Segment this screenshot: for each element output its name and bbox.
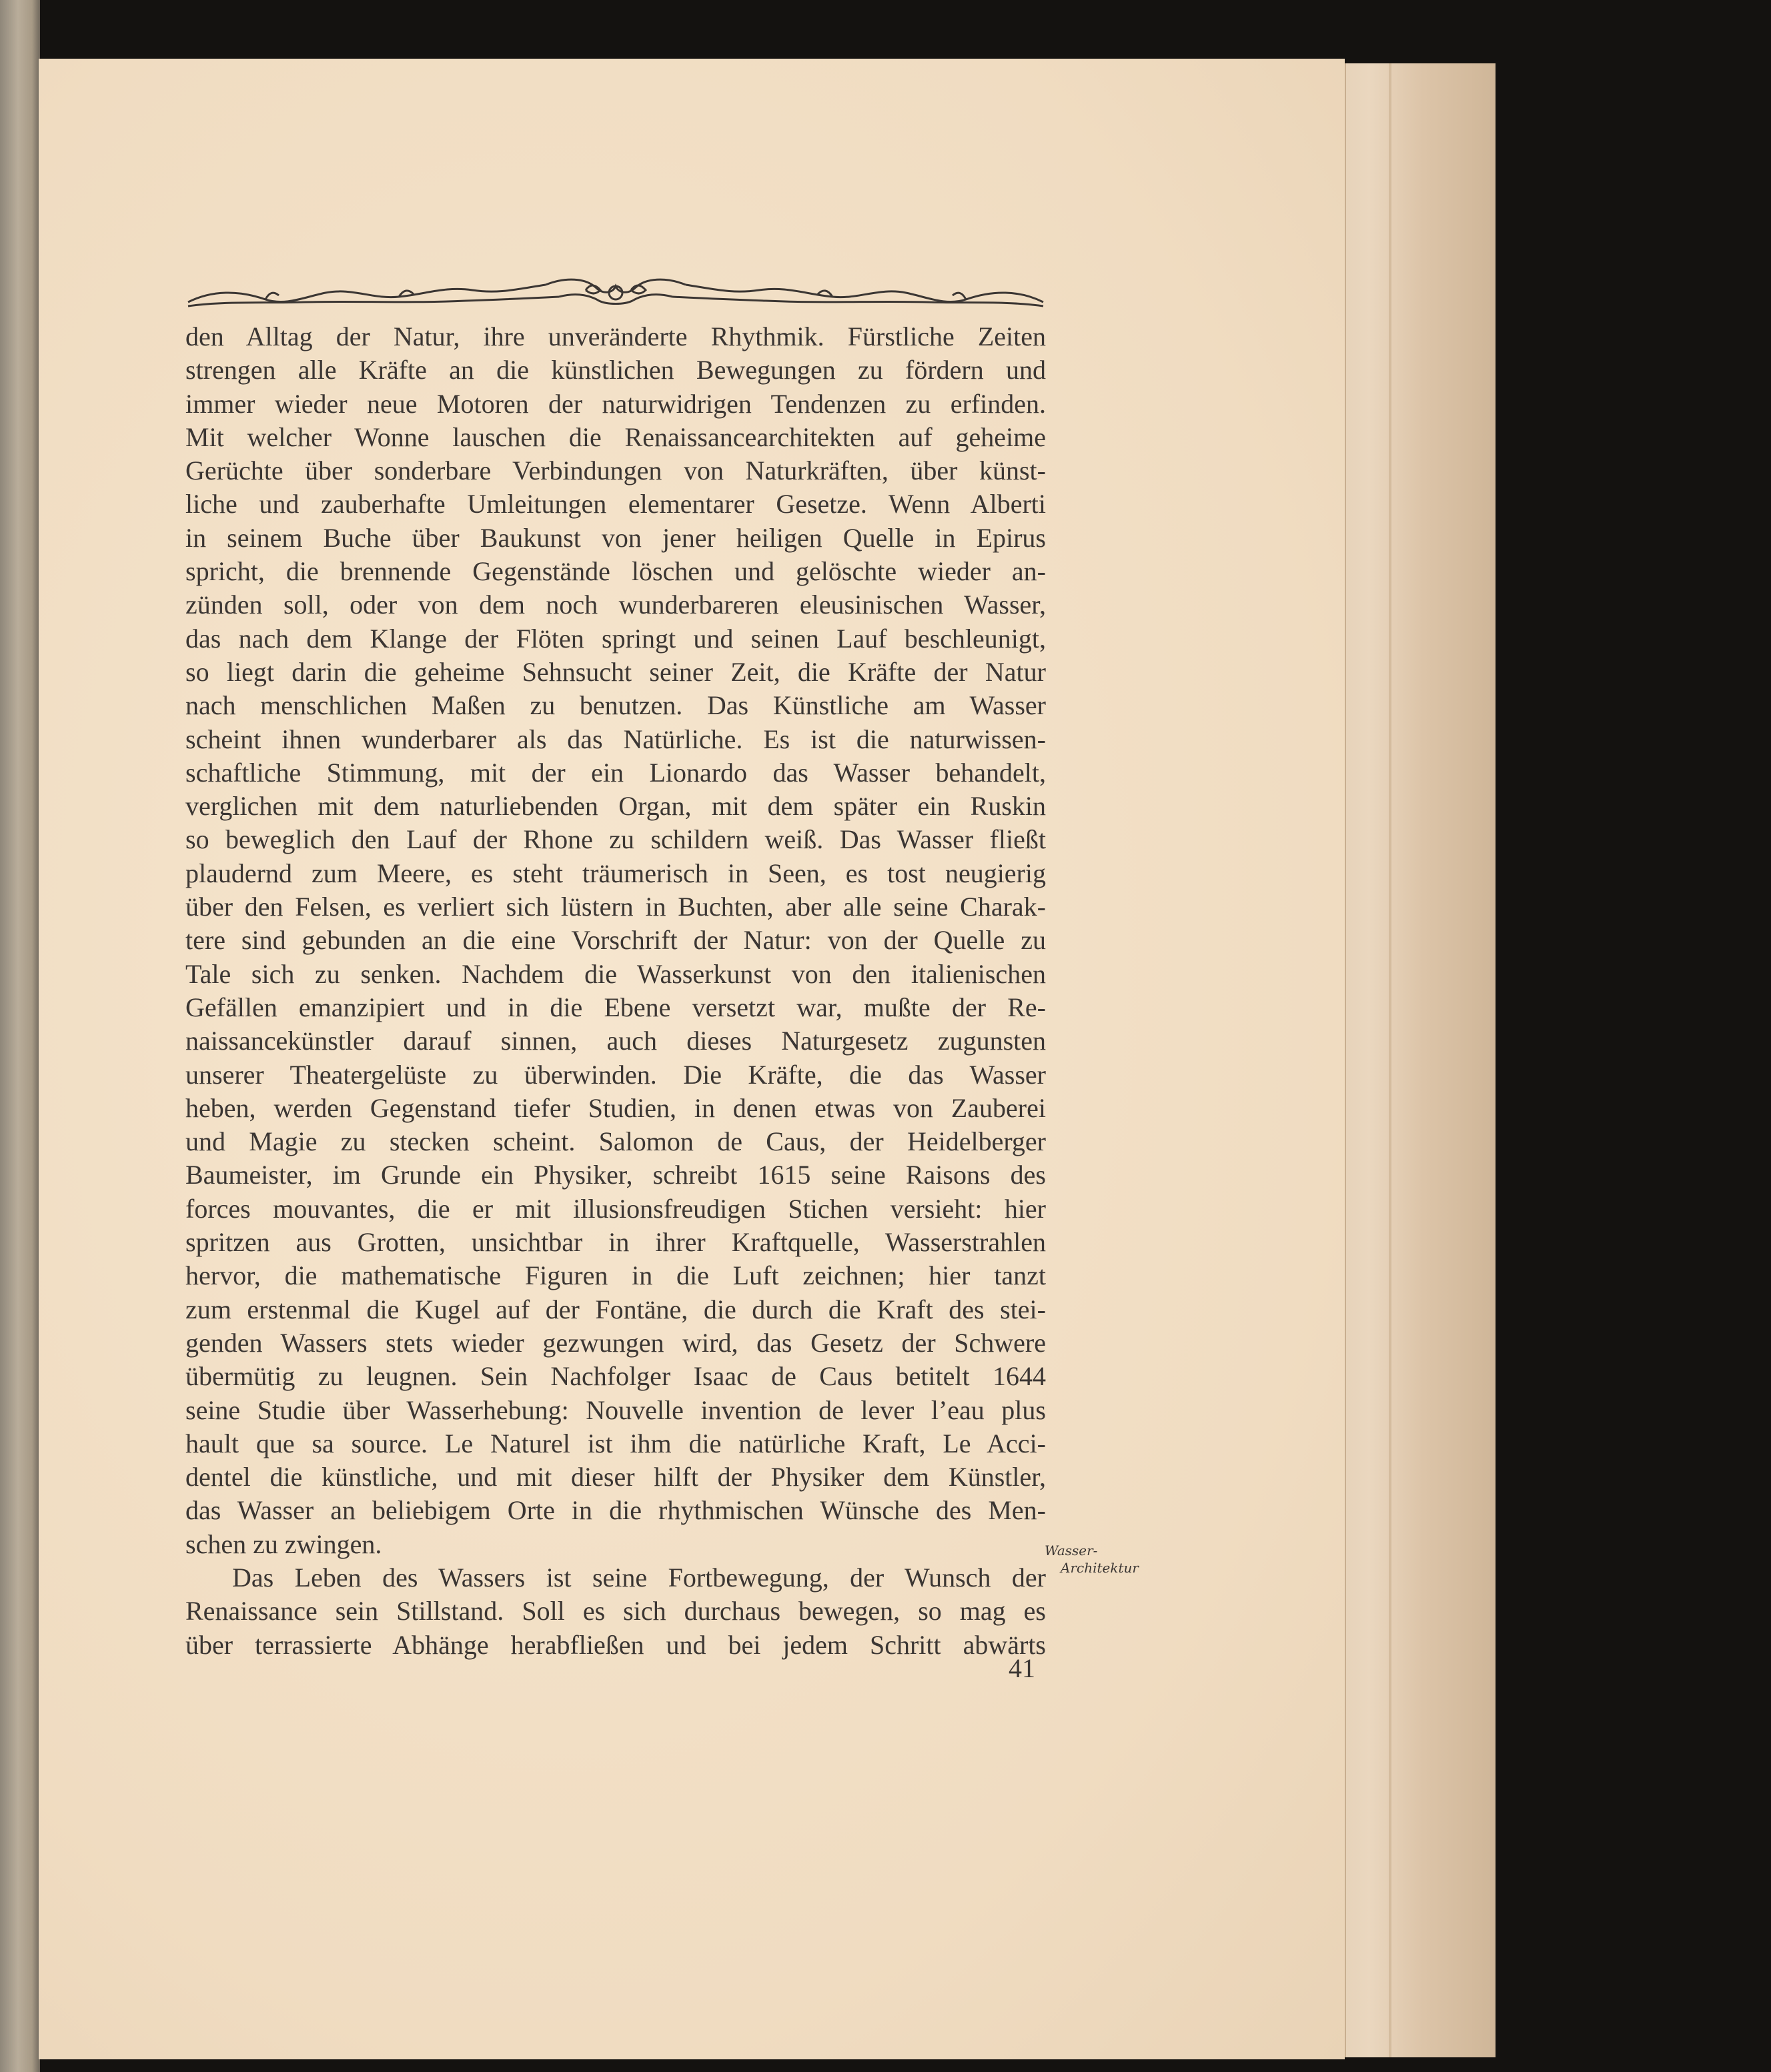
text-line: immer wieder neue Motoren der naturwidrigen Tendenzen zu erfinden. — [185, 388, 1046, 419]
text-line: verglichen mit dem naturliebenden Organ, mit dem später ein Ruskin — [185, 791, 1046, 822]
header-ornament — [185, 270, 1046, 317]
text-line: Gefällen emanzipiert und in die Ebene versetzt war, mußte der Re- — [185, 992, 1046, 1022]
marginal-note — [1045, 1542, 1171, 1577]
book-page — [39, 59, 1345, 2059]
text-line: zünden soll, oder von dem noch wunderbareren eleusinischen Wasser, — [185, 590, 1046, 620]
marginal-note-line2: Architektur — [1061, 1560, 1139, 1576]
text-line: schaftliche Stimmung, mit der ein Lionardo das Wasser behandelt, — [185, 757, 1046, 788]
text-line: so beweglich den Lauf der Rhone zu schildern weiß. Das Wasser fließt — [185, 824, 1046, 855]
text-line: dentel die künstliche, und mit dieser hilft der Physiker dem Künstler, — [185, 1462, 1046, 1492]
page-number: 41 — [1009, 1653, 1035, 1683]
text-line: schen zu zwingen. — [185, 1528, 382, 1559]
text-line: das nach dem Klange der Flöten springt und seinen Lauf beschleunigt, — [185, 623, 1046, 654]
text-line: scheint ihnen wunderbarer als das Natürliche. Es ist die naturwissen- — [185, 724, 1046, 754]
text-line: spritzen aus Grotten, unsichtbar in ihrer Kraftquelle, Wasserstrahlen — [185, 1227, 1046, 1258]
text-line: heben, werden Gegenstand tiefer Studien, in denen etwas von Zauberei — [185, 1092, 1046, 1123]
text-line: das Wasser an beliebigem Orte in die rhythmischen Wünsche des Men- — [185, 1495, 1046, 1526]
text-line: Renaissance sein Stillstand. Soll es sich durchaus bewegen, so mag es — [185, 1596, 1046, 1627]
text-line: und Magie zu stecken scheint. Salomon de Caus, der Heidelberger — [185, 1126, 1046, 1157]
text-line: in seinem Buche über Baukunst von jener heiligen Quelle in Epirus — [185, 522, 1046, 553]
text-line: genden Wassers stets wieder gezwungen wird, das Gesetz der Schwere — [185, 1327, 1046, 1358]
text-line: hault que sa source. Le Naturel ist ihm die natürliche Kraft, Le Acci- — [185, 1428, 1046, 1458]
text-line: strengen alle Kräfte an die künstlichen Bewegungen zu fördern und — [185, 355, 1046, 385]
text-line: spricht, die brennende Gegenstände löschen und gelöschte wieder an- — [185, 556, 1046, 587]
text-line: zum erstenmal die Kugel auf der Fontäne, die durch die Kraft des stei- — [185, 1294, 1046, 1324]
text-line: über terrassierte Abhänge herabfließen und bei jedem Schritt abwärts — [185, 1629, 1046, 1660]
text-line: forces mouvantes, die er mit illusionsfreudigen Stichen versieht: hier — [185, 1193, 1046, 1224]
text-line: Mit welcher Wonne lauschen die Renaissancearchitekten auf geheime — [185, 421, 1046, 452]
text-line: tere sind gebunden an die eine Vorschrift der Natur: von der Quelle zu — [185, 925, 1046, 956]
text-line: Tale sich zu senken. Nachdem die Wasserkunst von den italienischen — [185, 958, 1046, 989]
text-line: den Alltag der Natur, ihre unveränderte Rhythmik. Fürstliche Zeiten — [185, 321, 1046, 351]
text-line: übermütig zu leugnen. Sein Nachfolger Isaac de Caus betitelt 1644 — [185, 1361, 1046, 1392]
body-text — [185, 320, 1046, 1662]
left-page-edge — [0, 0, 40, 2072]
text-line: unserer Theatergelüste zu überwinden. Die Kräfte, die das Wasser — [185, 1059, 1046, 1090]
text-line: plaudernd zum Meere, es steht träumerisch in Seen, es tost neugierig — [185, 858, 1046, 888]
text-line: nach menschlichen Maßen zu benutzen. Das Künstliche am Wasser — [185, 690, 1046, 721]
text-line: über den Felsen, es verliert sich lüstern in Buchten, aber alle seine Charak- — [185, 892, 1046, 922]
text-line: so liegt darin die geheime Sehnsucht seiner Zeit, die Kräfte der Natur — [185, 656, 1046, 687]
text-line: Das Leben des Wassers ist seine Fortbewegung, der Wunsch der — [232, 1562, 1046, 1593]
text-line: seine Studie über Wasserhebung: Nouvelle invention de lever l’eau plus — [185, 1394, 1046, 1425]
text-line: Gerüchte über sonderbare Verbindungen von Naturkräften, über künst- — [185, 455, 1046, 486]
text-line: Baumeister, im Grunde ein Physiker, schreibt 1615 seine Raisons des — [185, 1160, 1046, 1190]
marginal-note-line1: Wasser- — [1045, 1542, 1098, 1559]
text-line: liche und zauberhafte Umleitungen elementarer Gesetze. Wenn Alberti — [185, 489, 1046, 520]
text-line: hervor, die mathematische Figuren in die Luft zeichnen; hier tanzt — [185, 1260, 1046, 1291]
text-line: naissancekünstler darauf sinnen, auch dieses Naturgesetz zugunsten — [185, 1026, 1046, 1056]
